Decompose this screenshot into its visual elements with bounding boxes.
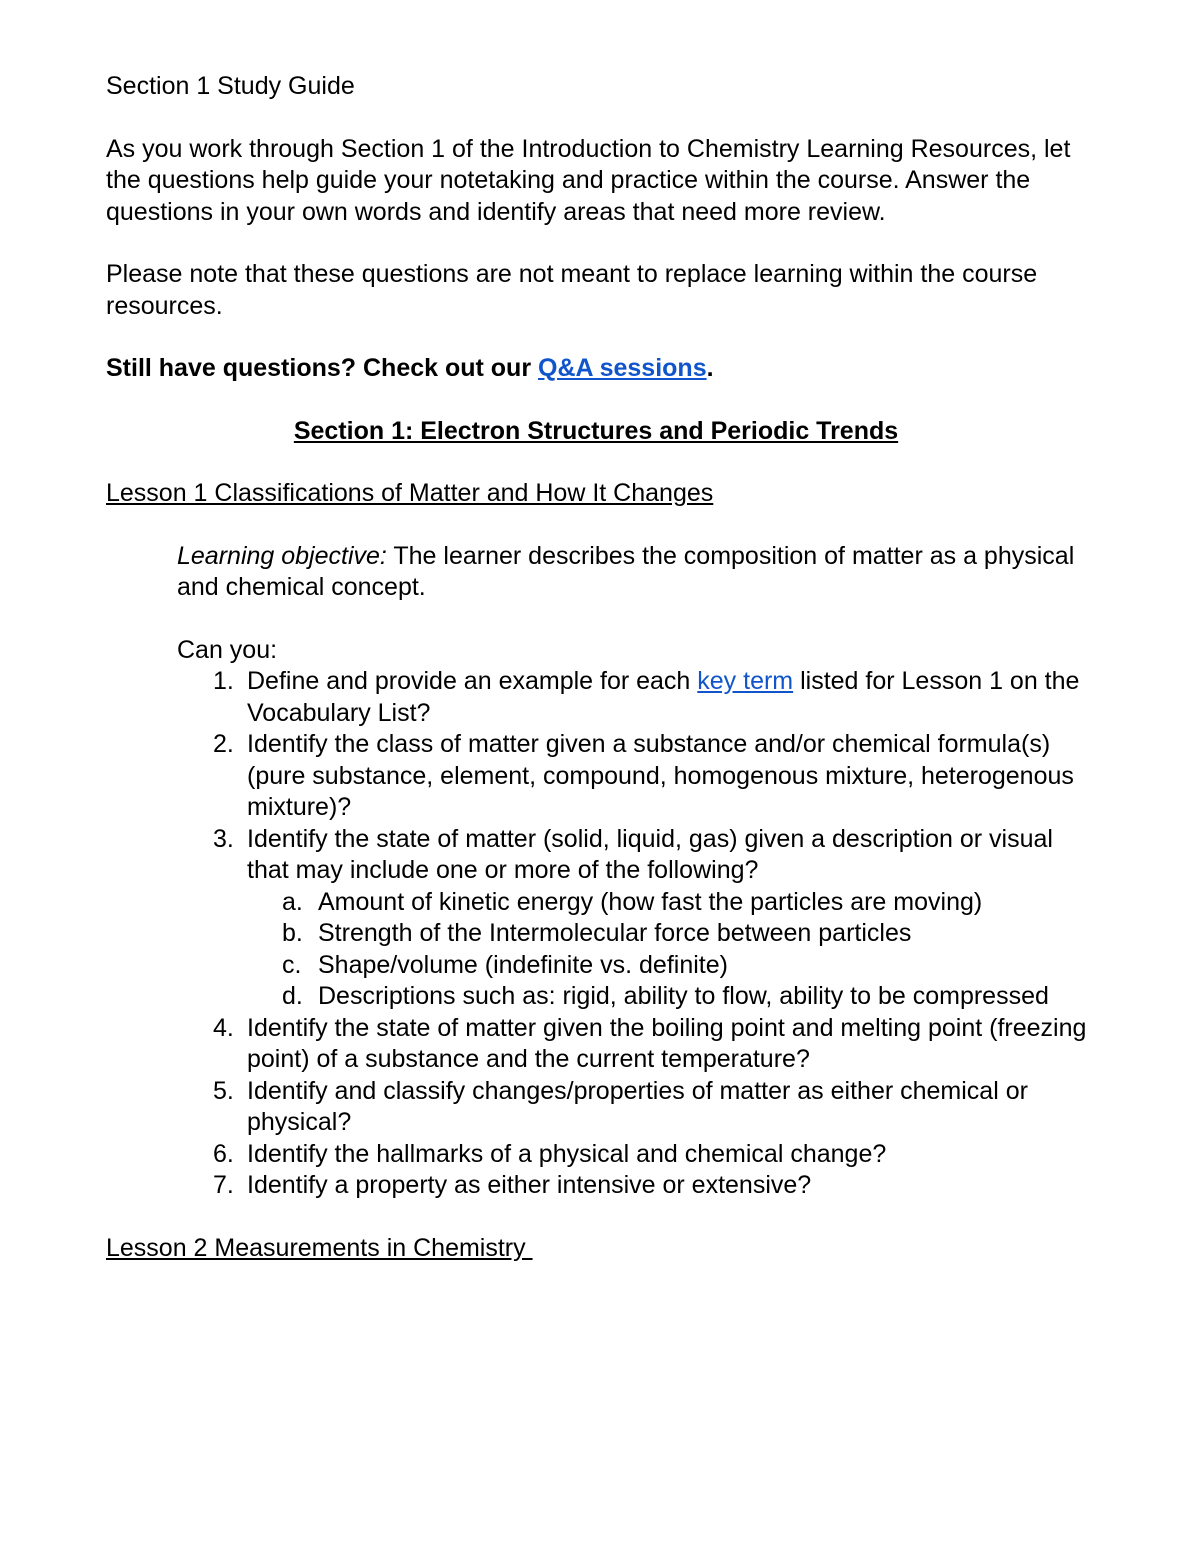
question-text: Identify a property as either intensive or extensive? [247,1171,812,1199]
sub-question-text: Shape/volume (indefinite vs. definite) [318,950,728,979]
note-paragraph: Please note that these questions are not meant to replace learning within the course resources. [106,260,1038,320]
sub-question-letter: d. [282,982,303,1010]
learning-objective [177,541,1096,604]
sub-question-item-a [247,887,1096,919]
question-text: Identify and classify changes/properties of matter as either chemical or physical? [247,1076,1028,1136]
sub-question-letter: b. [282,919,303,947]
lesson-1-body [177,541,1096,1202]
question-text: Identify the class of matter given a substance and/or chemical formula(s) (pure substance, element, compound, homogenous mixture, heterogenous mixture)? [247,730,1074,821]
sub-question-text: Strength of the Intermolecular force between particles [318,919,912,947]
lesson-1-heading: Lesson 1 Classifications of Matter and How It Changes [106,479,714,507]
question-number: 1. [213,667,234,695]
question-item-5 [177,1076,1096,1139]
sub-question-text: Amount of kinetic energy (how fast the particles are moving) [318,887,983,916]
learning-objective-text: The learner describes the composition of matter as a physical and chemical concept. [177,541,1075,601]
question-text: Identify the hallmarks of a physical and chemical change? [247,1139,887,1168]
sub-question-text: Descriptions such as: rigid, ability to flow, ability to be compressed [318,982,1049,1010]
sub-question-item-b [247,918,1096,950]
question-item-3 [177,824,1096,1013]
question-number: 4. [213,1013,234,1042]
question-number: 7. [213,1171,234,1199]
can-you-label: Can you: [177,635,278,664]
sub-question-item-d [247,981,1096,1013]
question-number: 2. [213,730,234,758]
sub-question-list [247,887,1096,1013]
key-term-link[interactable]: key term [697,667,794,695]
question-item-1 [177,666,1096,729]
intro-paragraph: As you work through Section 1 of the Introduction to Chemistry Learning Resources, let the questions help guide your notetaking and practice within the course. Answer the questions in your own words and identify areas that need more review. [106,134,1071,226]
qa-suffix: . [706,354,714,382]
question-number: 3. [213,824,234,853]
learning-objective-label: Learning objective: [177,541,387,570]
qa-sessions-link[interactable]: Q&A sessions [538,354,707,382]
question-number: 6. [213,1139,234,1168]
sub-question-item-c [247,950,1096,982]
sub-question-letter: c. [282,950,302,979]
qa-callout [106,353,1096,385]
question-item-6 [177,1139,1096,1171]
question-text: Define and provide an example for each [247,667,698,695]
sub-question-letter: a. [282,887,303,916]
question-text: Identify the state of matter given the boiling point and melting point (freezing point) of a substance and the current temperature? [247,1013,1087,1073]
question-text: listed for Lesson 1 on the Vocabulary List? [247,667,1080,727]
question-text: Identify the state of matter (solid, liquid, gas) given a description or visual that may include one or more of the following? [247,824,1053,884]
document-title: Section 1 Study Guide [106,72,355,100]
question-number: 5. [213,1076,234,1105]
question-item-4 [177,1013,1096,1076]
qa-prefix: Still have questions? Check out our [106,354,539,382]
question-item-2 [177,729,1096,824]
question-item-7 [177,1170,1096,1202]
lesson-2-heading: Lesson 2 Measurements in Chemistry [106,1233,533,1262]
section-heading: Section 1: Electron Structures and Periodic Trends [293,416,899,445]
question-list [177,666,1096,1202]
document-page [106,71,1096,1295]
